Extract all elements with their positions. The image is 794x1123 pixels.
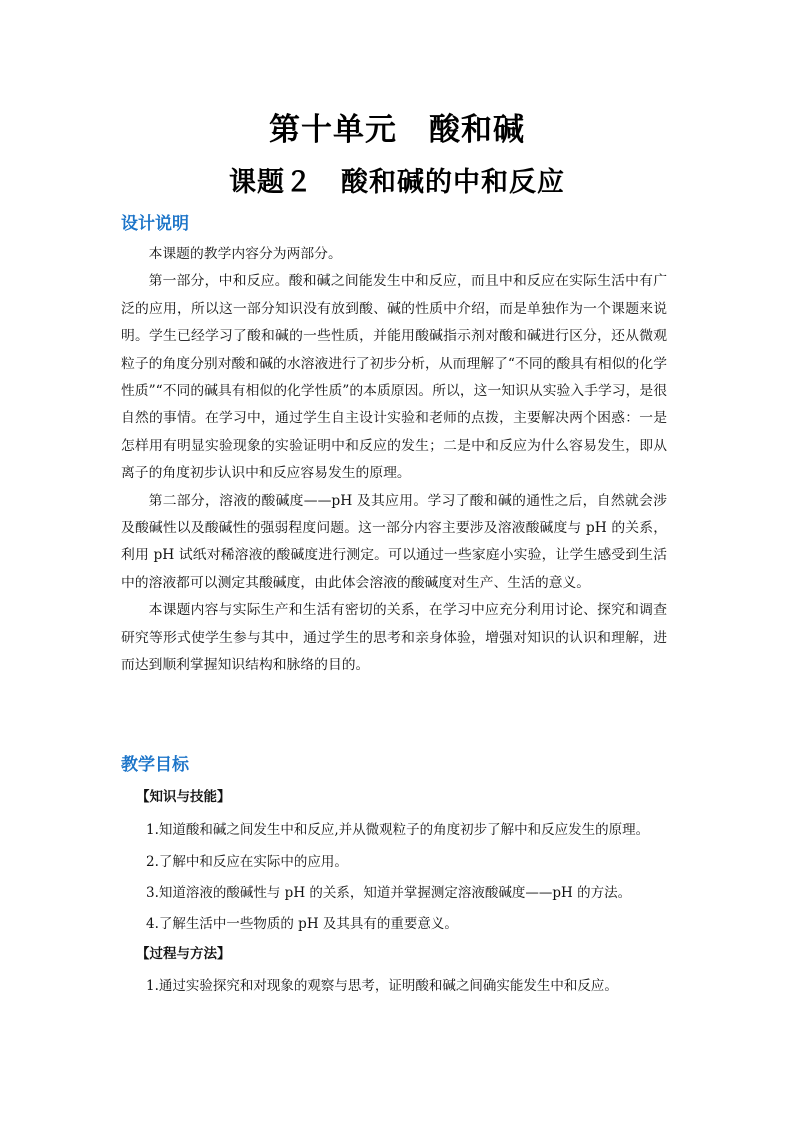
design-paragraph-3: 第二部分，溶液的酸碱度——pH 及其应用。学习了酸和碱的通性之后，自然就会涉及酸碱性以及酸碱性的强弱程度问题。这一部分内容主要涉及溶液酸碱度与 pH 的关系，利用 pH 试纸对稀溶液的酸碱度进行测定。可以通过一些家庭小实验，让学生感受到生活中的溶液都可以测定其酸碱度，由此体会溶液的酸碱度对生产、生活的意义。: [121, 492, 667, 591]
knowledge-item-1: 1.知道酸和碱之间发生中和反应,并从微观粒子的角度初步了解中和反应发生的原理。: [146, 822, 650, 838]
knowledge-item-3: 3.知道溶液的酸碱性与 pH 的关系，知道并掌握测定溶液酸碱度——pH 的方法。: [146, 885, 632, 901]
unit-title: 第十单元 酸和碱: [269, 112, 525, 148]
goals-heading: 教学目标: [121, 755, 189, 775]
process-item-1: 1.通过实验探究和对现象的观察与思考，证明酸和碱之间确实能发生中和反应。: [146, 978, 618, 994]
design-body: [121, 241, 667, 680]
design-paragraph-1: 本课题的教学内容分为两部分。: [148, 246, 342, 262]
process-heading: 【过程与方法】: [136, 946, 231, 962]
lesson-title: 课题２ 酸和碱的中和反应: [229, 167, 565, 198]
design-paragraph-4: 本课题内容与实际生产和生活有密切的关系，在学习中应充分利用讨论、探究和调查研究等形式使学生参与其中，通过学生的思考和亲身体验，增强对知识的认识和理解，进而达到顺利掌握知识结构和脉络的目的。: [121, 602, 667, 674]
knowledge-heading: 【知识与技能】: [136, 789, 231, 805]
design-paragraph-2: 第一部分，中和反应。酸和碱之间能发生中和反应，而且中和反应在实际生活中有广泛的应用，所以这一部分知识没有放到酸、碱的性质中介绍，而是单独作为一个课题来说明。学生已经学习了酸和碱的一些性质，并能用酸碱指示剂对酸和碱进行区分，还从微观粒子的角度分别对酸和碱的水溶液进行了初步分析，从而理解了“不同的酸具有相似的化学性质”“不同的碱具有相似的化学性质”的本质原因。所以，这一知识从实验入手学习，是很自然的事情。在学习中，通过学生自主设计实验和老师的点拨，主要解决两个困惑：一是怎样用有明显实验现象的实验证明中和反应的发生；二是中和反应为什么容易发生，即从离子的角度初步认识中和反应容易发生的原理。: [121, 273, 667, 482]
knowledge-item-4: 4.了解生活中一些物质的 pH 及其具有的重要意义。: [146, 916, 458, 932]
design-heading: 设计说明: [121, 214, 189, 234]
knowledge-item-2: 2.了解中和反应在实际中的应用。: [146, 854, 348, 870]
